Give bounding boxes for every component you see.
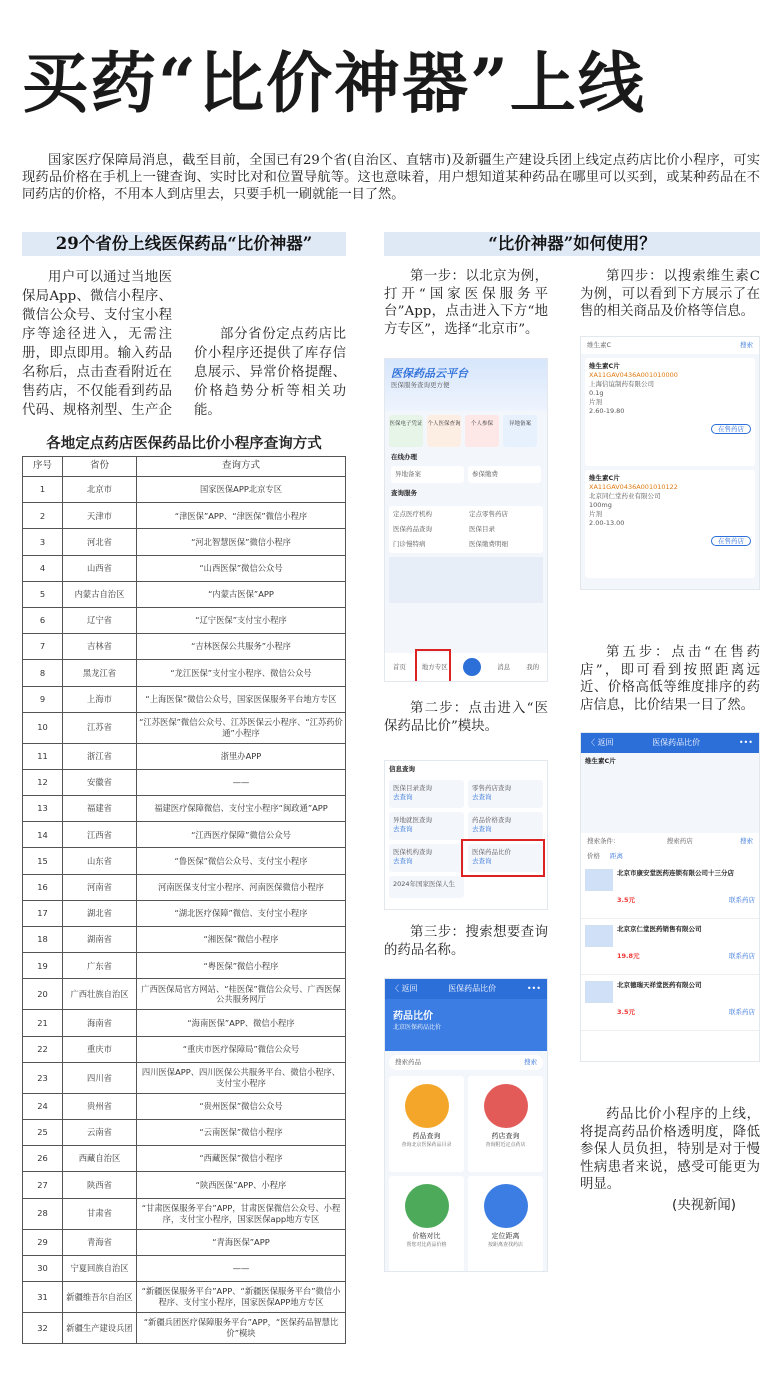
table-row	[23, 1036, 346, 1062]
article-column-left	[22, 268, 172, 420]
screenshot-price-compare-home	[384, 978, 548, 1272]
row-method: “辽宁医保”支付宝小程序	[137, 607, 346, 633]
row-province: 山东省	[63, 848, 137, 874]
row-province: 湖北省	[63, 900, 137, 926]
row-province: 山西省	[63, 555, 137, 581]
store-search-input[interactable]: 搜索药店	[666, 837, 693, 845]
banner-title: 药品比价	[393, 1011, 433, 1022]
feature-card-price[interactable]: 价格对比 帮您对比药品价格	[389, 1176, 464, 1272]
sort-price[interactable]: 价格	[587, 852, 600, 860]
row-number: 32	[23, 1312, 63, 1343]
table-row	[23, 1119, 346, 1145]
row-province: 安徽省	[63, 769, 137, 795]
row-number: 13	[23, 796, 63, 822]
row-method: “西藏医保”微信小程序	[137, 1146, 346, 1172]
row-province: 新疆维吾尔自治区	[63, 1281, 137, 1312]
nav-home[interactable]: 首页	[392, 662, 406, 671]
nav-mine[interactable]: 我的	[526, 662, 540, 671]
price-range: 2.60-19.80	[589, 407, 625, 415]
row-province: 江西省	[63, 822, 137, 848]
table-row	[23, 979, 346, 1010]
search-button[interactable]: 搜索	[740, 837, 753, 845]
row-method: 浙里办APP	[137, 743, 346, 769]
article-paragraph: 用户可以通过当地医保局App、微信小程序、微信公众号、支付宝小程序等途径进入，无需注册，即点即用。输入药品名称后，点击查看附近在售药店，不仅能看到药品代码、规格剂型、生产企	[22, 270, 172, 418]
search-input[interactable]: 搜索药品	[395, 1058, 421, 1066]
step-4-text: 第四步：以搜索维生素C为例，可以看到下方展示了在售的相关商品及价格等信息。	[580, 269, 760, 319]
sort-distance[interactable]: 距离	[610, 852, 623, 860]
info-item-price-compare[interactable]: 医保药品比价 去查询	[468, 844, 543, 872]
lead-paragraph: 国家医疗保障局消息，截至目前，全国已有29个省(自治区、直辖市)及新疆生产建设兵团上线定点药店比价小程序，可实现药品价格在手机上一键查询、实时比对和位置导航等。这也意味着，用户想知道某种药品在哪里可以买到，或某种药品在不同药店的价格，不用本人到店里去，只要手机一刷就能一目了然。	[22, 153, 760, 202]
info-item[interactable]: 药品价格查询 去查询	[468, 812, 543, 840]
row-method: “龙江医保”支付宝小程序、微信公众号	[137, 660, 346, 686]
row-number: 20	[23, 979, 63, 1010]
tile[interactable]: 个人参保	[465, 415, 499, 447]
search-button[interactable]: 搜索	[524, 1058, 537, 1066]
row-method: “河北智慧医保”微信小程序	[137, 529, 346, 555]
table-row	[23, 1146, 346, 1172]
tile[interactable]: 异地备案	[503, 415, 537, 447]
row-number: 24	[23, 1093, 63, 1119]
store-price: 19.8元	[617, 952, 640, 960]
table-row	[23, 1062, 346, 1093]
row-method: “内蒙古医保”APP	[137, 581, 346, 607]
article-column-right	[194, 268, 346, 420]
row-number: 19	[23, 953, 63, 979]
in-store-button[interactable]: 在售药店	[711, 536, 751, 546]
nav-local[interactable]: 地方专区	[421, 662, 448, 671]
screenshot-search-result	[580, 336, 760, 590]
row-method: “湘医保”微信小程序	[137, 927, 346, 953]
drug-result-card[interactable]	[585, 470, 755, 578]
feature-card-location[interactable]: 定位距离 按距离查找药店	[468, 1176, 543, 1272]
row-method: “吉林医保公共服务”小程序	[137, 634, 346, 660]
store-icon	[585, 869, 613, 891]
online-item[interactable]: 参保缴费	[468, 466, 541, 483]
table-row	[23, 1010, 346, 1036]
article-paragraph-2: 部分省份定点药店比价小程序还提供了库存信息展示、异常价格提醒、价格趋势分析等相关功能。	[194, 327, 346, 418]
table-row	[23, 1198, 346, 1229]
row-number: 11	[23, 743, 63, 769]
row-method: 国家医保APP北京专区	[137, 477, 346, 503]
drug-spec: 0.1g	[589, 389, 604, 397]
row-method: “鲁医保”微信公众号、支付宝小程序	[137, 848, 346, 874]
closing-text: 药品比价小程序的上线，将提高药品价格透明度，降低参保人员负担，特别是对于慢性病患者来说，感受可能更为明显。	[580, 1107, 760, 1192]
highlight-box	[415, 649, 451, 682]
row-number: 12	[23, 769, 63, 795]
table-row	[23, 686, 346, 712]
row-province: 浙江省	[63, 743, 137, 769]
row-province: 吉林省	[63, 634, 137, 660]
row-province: 云南省	[63, 1119, 137, 1145]
contact-store-button[interactable]: 联系药店	[729, 952, 755, 960]
store-price: 3.5元	[617, 1008, 636, 1016]
table-row	[23, 503, 346, 529]
row-number: 6	[23, 607, 63, 633]
row-method: “新疆医保服务平台”APP、“新疆医保服务平台”微信小程序、支付宝小程序，国家医保APP地方专区	[137, 1281, 346, 1312]
drug-name: 维生素C片	[585, 757, 616, 765]
row-method: “陕西医保”APP、小程序	[137, 1172, 346, 1198]
row-method: “新疆兵团医疗保障服务平台”APP，“医保药品智慧比价”模块	[137, 1312, 346, 1343]
store-name: 北京市康安堂医药连锁有限公司十三分店	[617, 869, 734, 877]
drug-spec: 100mg	[589, 501, 612, 509]
table-row	[23, 1281, 346, 1312]
row-method: “云南医保”微信小程序	[137, 1119, 346, 1145]
row-number: 14	[23, 822, 63, 848]
scan-icon[interactable]	[463, 658, 481, 676]
row-method: “山西医保”微信公众号	[137, 555, 346, 581]
feature-card-drug[interactable]: 药品查询 查询北京医保药品目录	[389, 1076, 464, 1172]
row-method: 广西医保局官方网站、“桂医保”微信公众号、广西医保公共服务网厅	[137, 979, 346, 1010]
table-row	[23, 1172, 346, 1198]
query-item[interactable]: 医保缴费明细	[469, 540, 508, 548]
row-number: 21	[23, 1010, 63, 1036]
drug-result-card[interactable]	[585, 358, 755, 466]
step-1-text: 第一步：以北京为例，打开“国家医保服务平台”App，点击进入下方“地方专区”，选择“北京市”。	[384, 269, 548, 337]
query-item[interactable]: 定点零售药店	[469, 510, 508, 518]
section-heading-provinces: 29个省份上线医保药品“比价神器”	[22, 232, 346, 256]
row-province: 河北省	[63, 529, 137, 555]
info-item[interactable]: 零售药店查询 去查询	[468, 780, 543, 808]
row-province: 甘肃省	[63, 1198, 137, 1229]
row-province: 天津市	[63, 503, 137, 529]
row-number: 4	[23, 555, 63, 581]
store-row[interactable]	[581, 863, 759, 919]
row-method: “重庆市医疗保障局”微信公众号	[137, 1036, 346, 1062]
screen-title: 医保药品比价	[448, 984, 497, 993]
contact-store-button[interactable]: 联系药店	[729, 1008, 755, 1016]
row-province: 重庆市	[63, 1036, 137, 1062]
table-row	[23, 769, 346, 795]
row-province: 西藏自治区	[63, 1146, 137, 1172]
row-number: 27	[23, 1172, 63, 1198]
table-row	[23, 1255, 346, 1281]
row-number: 9	[23, 686, 63, 712]
query-item[interactable]: 定点医疗机构	[393, 510, 432, 518]
screenshot-platform-home	[384, 358, 548, 682]
map-icon	[484, 1184, 528, 1228]
store-icon	[585, 925, 613, 947]
search-button[interactable]: 搜索	[740, 341, 753, 349]
table-row	[23, 712, 346, 743]
store-row[interactable]	[581, 975, 759, 1031]
table-header: 查询方式	[137, 457, 346, 477]
row-number: 23	[23, 1062, 63, 1093]
table-row	[23, 796, 346, 822]
row-province: 湖南省	[63, 927, 137, 953]
table-row	[23, 874, 346, 900]
row-province: 新疆生产建设兵团	[63, 1312, 137, 1343]
table-header: 序号	[23, 457, 63, 477]
row-province: 宁夏回族自治区	[63, 1255, 137, 1281]
info-item[interactable]: 2024年国家医保人生	[389, 876, 464, 898]
row-method: “海南医保”APP、微信小程序	[137, 1010, 346, 1036]
platform-header: 医保药品云平台	[391, 367, 468, 380]
query-method-table	[22, 456, 346, 1344]
row-number: 1	[23, 477, 63, 503]
table-row	[23, 1312, 346, 1343]
drug-name: 维生素C片	[589, 362, 620, 370]
store-name: 北京德瑞天祥堂医药有限公司	[617, 981, 702, 989]
feature-card-store[interactable]: 药店查询 查询附近定点药店	[468, 1076, 543, 1172]
row-method: ——	[137, 1255, 346, 1281]
table-row	[23, 607, 346, 633]
row-province: 江苏省	[63, 712, 137, 743]
row-method: “江苏医保”微信公众号、江苏医保云小程序、“江苏药价通”小程序	[137, 712, 346, 743]
filter-label: 搜索条件：	[587, 837, 620, 845]
row-number: 30	[23, 1255, 63, 1281]
row-province: 广西壮族自治区	[63, 979, 137, 1010]
step-2-text: 第二步：点击进入“医保药品比价”模块。	[384, 701, 548, 734]
online-heading: 在线办理	[391, 453, 417, 461]
query-item[interactable]: 医保目录	[469, 525, 495, 533]
table-row	[23, 1093, 346, 1119]
row-province: 河南省	[63, 874, 137, 900]
row-province: 北京市	[63, 477, 137, 503]
row-province: 辽宁省	[63, 607, 137, 633]
row-method: “贵州医保”微信公众号	[137, 1093, 346, 1119]
tile[interactable]: 个人医保查询	[427, 415, 461, 447]
online-item[interactable]: 异地备案	[391, 466, 464, 483]
more-icon[interactable]: •••	[526, 984, 541, 993]
drug-maker: 上海信谊制药有限公司	[589, 380, 654, 388]
row-method: “青海医保”APP	[137, 1229, 346, 1255]
store-icon	[484, 1084, 528, 1128]
row-number: 10	[23, 712, 63, 743]
table-row	[23, 634, 346, 660]
more-icon[interactable]: •••	[738, 738, 753, 747]
row-province: 青海省	[63, 1229, 137, 1255]
table-row	[23, 477, 346, 503]
row-number: 8	[23, 660, 63, 686]
query-item[interactable]: 门诊慢特病	[393, 540, 426, 548]
row-method: 四川医保APP、四川医保公共服务平台、微信小程序、支付宝小程序	[137, 1062, 346, 1093]
row-number: 15	[23, 848, 63, 874]
drug-form: 片剂	[589, 510, 602, 518]
row-province: 四川省	[63, 1062, 137, 1093]
store-row[interactable]	[581, 919, 759, 975]
info-item[interactable]: 医保目录查询 去查询	[389, 780, 464, 808]
row-method: 河南医保支付宝小程序、河南医保微信小程序	[137, 874, 346, 900]
row-number: 16	[23, 874, 63, 900]
row-province: 黑龙江省	[63, 660, 137, 686]
drug-maker: 北京同仁堂药业有限公司	[589, 492, 661, 500]
row-number: 26	[23, 1146, 63, 1172]
table-row	[23, 953, 346, 979]
highlight-box	[461, 839, 545, 877]
platform-subtitle: 医保服务查询更方便	[391, 381, 450, 389]
table-row	[23, 1229, 346, 1255]
row-province: 贵州省	[63, 1093, 137, 1119]
section-heading-howto: “比价神器”如何使用？	[384, 232, 760, 256]
row-method: “粤医保”微信小程序	[137, 953, 346, 979]
drug-icon	[405, 1084, 449, 1128]
table-row	[23, 822, 346, 848]
query-heading: 查询服务	[391, 489, 417, 497]
nav-message[interactable]: 消息	[497, 662, 511, 671]
price-tag-icon	[405, 1184, 449, 1228]
table-header: 省份	[63, 457, 137, 477]
row-province: 福建省	[63, 796, 137, 822]
drug-name: 维生素C片	[589, 474, 620, 482]
row-number: 25	[23, 1119, 63, 1145]
table-row	[23, 581, 346, 607]
screenshot-store-list	[580, 732, 760, 1062]
row-number: 17	[23, 900, 63, 926]
row-method: 福建医疗保障微信、支付宝小程序“闽政通”APP	[137, 796, 346, 822]
table-row	[23, 900, 346, 926]
step-3-text: 第三步：搜索想要查询的药品名称。	[384, 925, 548, 958]
row-number: 28	[23, 1198, 63, 1229]
banner-subtitle: 北京医保药品比价	[393, 1024, 442, 1031]
row-number: 29	[23, 1229, 63, 1255]
drug-code: XA11GAV0436A001010000	[589, 371, 678, 379]
screen-title: 医保药品比价	[652, 738, 701, 747]
back-button[interactable]: 〈 返回	[587, 738, 614, 747]
drug-form: 片剂	[589, 398, 602, 406]
table-row	[23, 660, 346, 686]
step-5-text: 第五步：点击“在售药店”，即可看到按照距离远近、价格高低等维度排序的药店信息，比价结果一目了然。	[580, 645, 760, 713]
contact-store-button[interactable]: 联系药店	[729, 896, 755, 904]
table-row	[23, 529, 346, 555]
row-province: 内蒙古自治区	[63, 581, 137, 607]
row-number: 7	[23, 634, 63, 660]
table-row	[23, 555, 346, 581]
query-item[interactable]: 医保药品查询	[393, 525, 432, 533]
screenshot-info-query	[384, 760, 548, 910]
table-row	[23, 743, 346, 769]
price-range: 2.00-13.00	[589, 519, 625, 527]
table-row	[23, 848, 346, 874]
row-method: ——	[137, 769, 346, 795]
row-number: 31	[23, 1281, 63, 1312]
tile[interactable]: 医保电子凭证	[389, 415, 423, 447]
info-item[interactable]: 医保机构查询 去查询	[389, 844, 464, 872]
row-province: 陕西省	[63, 1172, 137, 1198]
row-method: “湖北医疗保障”微信、支付宝小程序	[137, 900, 346, 926]
store-icon	[585, 981, 613, 1003]
row-number: 22	[23, 1036, 63, 1062]
row-number: 3	[23, 529, 63, 555]
row-method: “津医保”APP、“津医保”微信小程序	[137, 503, 346, 529]
drug-code: XA11GAV0436A001010122	[589, 483, 678, 491]
back-button[interactable]: 〈 返回	[391, 984, 418, 993]
row-number: 5	[23, 581, 63, 607]
source-credit: (央视新闻)	[672, 1198, 737, 1213]
row-method: “上海医保”微信公众号，国家医保服务平台地方专区	[137, 686, 346, 712]
row-province: 海南省	[63, 1010, 137, 1036]
store-price: 3.5元	[617, 896, 636, 904]
info-item[interactable]: 异地就医查询 去查询	[389, 812, 464, 840]
in-store-button[interactable]: 在售药店	[711, 424, 751, 434]
search-input[interactable]: 维生素C	[587, 341, 612, 349]
row-number: 18	[23, 927, 63, 953]
row-province: 广东省	[63, 953, 137, 979]
row-method: “江西医疗保障”微信公众号	[137, 822, 346, 848]
info-heading: 信息查询	[389, 765, 415, 773]
row-number: 2	[23, 503, 63, 529]
table-row	[23, 927, 346, 953]
row-method: “甘肃医保服务平台”APP，甘肃医保微信公众号、小程序，支付宝小程序，国家医保app地方专区	[137, 1198, 346, 1229]
row-province: 上海市	[63, 686, 137, 712]
page-title: 买药“比价神器”上线	[22, 44, 646, 122]
table-title: 各地定点药店医保药品比价小程序查询方式	[46, 435, 322, 452]
store-name: 北京京仁堂医药销售有限公司	[617, 925, 702, 933]
